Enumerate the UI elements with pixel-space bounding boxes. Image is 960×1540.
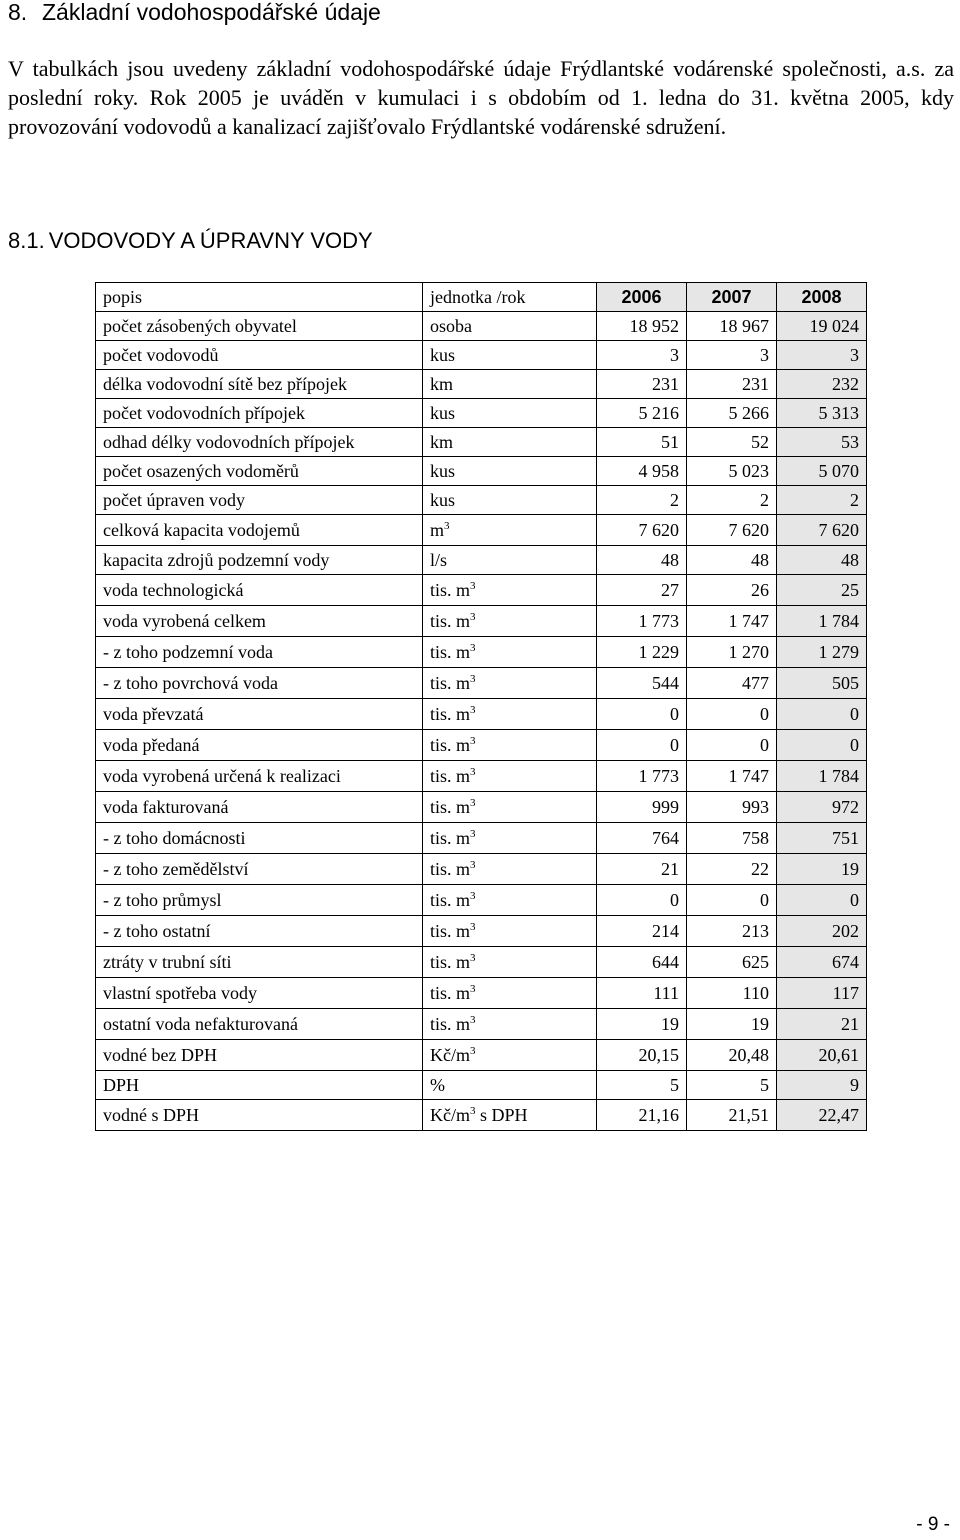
value-cell: 3	[687, 341, 777, 370]
unit-base: tis. m	[430, 921, 471, 941]
value-cell: 18 952	[597, 312, 687, 341]
unit-base: %	[430, 1075, 445, 1095]
row-label: voda fakturovaná	[96, 792, 423, 823]
table-row	[96, 916, 867, 947]
row-label: voda technologická	[96, 575, 423, 606]
row-label: počet zásobených obyvatel	[96, 312, 423, 341]
unit-base: l/s	[430, 550, 448, 570]
row-unit	[423, 637, 597, 668]
value-cell: 26	[687, 575, 777, 606]
value-cell: 758	[687, 823, 777, 854]
unit-base: kus	[430, 461, 456, 481]
section-title: Základní vodohospodářské údaje	[42, 0, 381, 25]
unit-exponent: 3	[470, 642, 476, 654]
value-cell: 0	[777, 885, 867, 916]
row-label: počet vodovodů	[96, 341, 423, 370]
value-cell: 21	[777, 1009, 867, 1040]
value-cell: 644	[597, 947, 687, 978]
row-label: - z toho průmysl	[96, 885, 423, 916]
unit-exponent: 3	[470, 828, 476, 840]
value-cell: 19 024	[777, 312, 867, 341]
row-label: počet úpraven vody	[96, 486, 423, 515]
value-cell: 3	[777, 341, 867, 370]
value-cell: 117	[777, 978, 867, 1009]
table-row	[96, 761, 867, 792]
unit-base: tis. m	[430, 797, 471, 817]
unit-exponent: 3	[444, 520, 450, 532]
value-cell: 1 784	[777, 606, 867, 637]
unit-base: tis. m	[430, 766, 471, 786]
unit-base: tis. m	[430, 859, 471, 879]
row-label: počet osazených vodoměrů	[96, 457, 423, 486]
row-label: ostatní voda nefakturovaná	[96, 1009, 423, 1040]
row-label: - z toho zemědělství	[96, 854, 423, 885]
table-row	[96, 606, 867, 637]
unit-base: kus	[430, 490, 456, 510]
table-row	[96, 1040, 867, 1071]
unit-base: km	[430, 432, 454, 452]
value-cell: 21	[597, 854, 687, 885]
row-unit	[423, 916, 597, 947]
header-year: 2007	[687, 283, 777, 312]
row-unit	[423, 1100, 597, 1131]
row-unit	[423, 486, 597, 515]
subsection-title: VODOVODY A ÚPRAVNY VODY	[48, 228, 373, 253]
row-unit	[423, 1040, 597, 1071]
value-cell: 214	[597, 916, 687, 947]
value-cell: 18 967	[687, 312, 777, 341]
value-cell: 3	[597, 341, 687, 370]
value-cell: 20,48	[687, 1040, 777, 1071]
value-cell: 27	[597, 575, 687, 606]
value-cell: 5 266	[687, 399, 777, 428]
row-label: vodné s DPH	[96, 1100, 423, 1131]
value-cell: 2	[687, 486, 777, 515]
subsection-number: 8.1.	[8, 228, 45, 253]
value-cell: 231	[597, 370, 687, 399]
subsection-heading	[8, 227, 373, 255]
unit-exponent: 3	[470, 859, 476, 871]
row-label: - z toho povrchová voda	[96, 668, 423, 699]
value-cell: 4 958	[597, 457, 687, 486]
value-cell: 0	[777, 730, 867, 761]
value-cell: 19	[597, 1009, 687, 1040]
value-cell: 21,51	[687, 1100, 777, 1131]
row-unit	[423, 699, 597, 730]
value-cell: 0	[777, 699, 867, 730]
table-row	[96, 575, 867, 606]
value-cell: 1 784	[777, 761, 867, 792]
unit-exponent: 3	[470, 611, 476, 623]
value-cell: 477	[687, 668, 777, 699]
unit-base: tis. m	[430, 735, 471, 755]
unit-base: tis. m	[430, 890, 471, 910]
row-label: ztráty v trubní síti	[96, 947, 423, 978]
row-label: počet vodovodních přípojek	[96, 399, 423, 428]
value-cell: 505	[777, 668, 867, 699]
value-cell: 1 279	[777, 637, 867, 668]
intro-paragraph: V tabulkách jsou uvedeny základní vodohospodářské údaje Frýdlantské vodárenské společnosti, a.s. za poslední roky. Rok 2005 je uváděn v kumulaci i s obdobím od 1. ledna do 31. května 2005, kdy provozování vodovodů a kanalizací zajišťovalo Frýdlantské vodárenské sdružení.	[8, 56, 954, 139]
unit-base: tis. m	[430, 673, 471, 693]
value-cell: 213	[687, 916, 777, 947]
row-unit	[423, 854, 597, 885]
value-cell: 25	[777, 575, 867, 606]
value-cell: 993	[687, 792, 777, 823]
unit-exponent: 3	[470, 921, 476, 933]
row-label: kapacita zdrojů podzemní vody	[96, 546, 423, 575]
row-unit	[423, 606, 597, 637]
table-row	[96, 792, 867, 823]
value-cell: 5 313	[777, 399, 867, 428]
table-row	[96, 399, 867, 428]
table-row	[96, 885, 867, 916]
table-row	[96, 637, 867, 668]
table-row	[96, 854, 867, 885]
unit-exponent: 3	[470, 890, 476, 902]
unit-exponent: 3	[470, 1014, 476, 1026]
value-cell: 5 023	[687, 457, 777, 486]
row-label: DPH	[96, 1071, 423, 1100]
table-row	[96, 823, 867, 854]
value-cell: 1 270	[687, 637, 777, 668]
unit-base: m	[430, 520, 445, 540]
value-cell: 544	[597, 668, 687, 699]
value-cell: 48	[597, 546, 687, 575]
unit-base: Kč/m	[430, 1045, 470, 1065]
value-cell: 19	[777, 854, 867, 885]
row-unit	[423, 1009, 597, 1040]
value-cell: 22,47	[777, 1100, 867, 1131]
row-label: voda vyrobená celkem	[96, 606, 423, 637]
row-label: voda vyrobená určená k realizaci	[96, 761, 423, 792]
row-unit	[423, 1071, 597, 1100]
table-row	[96, 457, 867, 486]
value-cell: 1 229	[597, 637, 687, 668]
unit-base: tis. m	[430, 611, 471, 631]
unit-base: kus	[430, 345, 456, 365]
unit-base: kus	[430, 403, 456, 423]
row-unit	[423, 341, 597, 370]
unit-exponent: 3	[470, 673, 476, 685]
value-cell: 5	[597, 1071, 687, 1100]
unit-exponent: 3	[470, 952, 476, 964]
table-row	[96, 668, 867, 699]
header-year: 2006	[597, 283, 687, 312]
value-cell: 9	[777, 1071, 867, 1100]
value-cell: 0	[687, 885, 777, 916]
unit-base: tis. m	[430, 642, 471, 662]
row-unit	[423, 457, 597, 486]
header-year: 2008	[777, 283, 867, 312]
table-header-row	[96, 283, 867, 312]
value-cell: 972	[777, 792, 867, 823]
table-row	[96, 699, 867, 730]
row-unit	[423, 312, 597, 341]
value-cell: 7 620	[597, 515, 687, 546]
table-row	[96, 1100, 867, 1131]
value-cell: 1 747	[687, 761, 777, 792]
row-unit	[423, 947, 597, 978]
row-label: vlastní spotřeba vody	[96, 978, 423, 1009]
unit-base: Kč/m	[430, 1105, 470, 1125]
section-heading	[8, 0, 381, 26]
value-cell: 53	[777, 428, 867, 457]
unit-base: tis. m	[430, 704, 471, 724]
value-cell: 231	[687, 370, 777, 399]
value-cell: 999	[597, 792, 687, 823]
value-cell: 0	[687, 730, 777, 761]
value-cell: 202	[777, 916, 867, 947]
value-cell: 21,16	[597, 1100, 687, 1131]
value-cell: 625	[687, 947, 777, 978]
row-label: voda převzatá	[96, 699, 423, 730]
header-unit: jednotka /rok	[423, 283, 597, 312]
page-number: - 9 -	[916, 1514, 950, 1535]
value-cell: 48	[687, 546, 777, 575]
row-unit	[423, 575, 597, 606]
value-cell: 1 747	[687, 606, 777, 637]
value-cell: 48	[777, 546, 867, 575]
table-body	[96, 312, 867, 1131]
section-number: 8.	[8, 0, 28, 25]
unit-base: km	[430, 374, 454, 394]
unit-base: tis. m	[430, 983, 471, 1003]
value-cell: 20,15	[597, 1040, 687, 1071]
value-cell: 1 773	[597, 606, 687, 637]
row-unit	[423, 428, 597, 457]
value-cell: 2	[777, 486, 867, 515]
row-label: celková kapacita vodojemů	[96, 515, 423, 546]
table-row	[96, 312, 867, 341]
value-cell: 674	[777, 947, 867, 978]
row-label: - z toho ostatní	[96, 916, 423, 947]
value-cell: 110	[687, 978, 777, 1009]
value-cell: 111	[597, 978, 687, 1009]
value-cell: 7 620	[687, 515, 777, 546]
row-label: voda předaná	[96, 730, 423, 761]
table-row	[96, 370, 867, 399]
unit-suffix: s DPH	[475, 1105, 528, 1125]
row-unit	[423, 399, 597, 428]
table-row	[96, 515, 867, 546]
unit-exponent: 3	[470, 983, 476, 995]
row-unit	[423, 515, 597, 546]
value-cell: 20,61	[777, 1040, 867, 1071]
row-unit	[423, 730, 597, 761]
unit-exponent: 3	[470, 766, 476, 778]
value-cell: 7 620	[777, 515, 867, 546]
row-unit	[423, 761, 597, 792]
row-unit	[423, 370, 597, 399]
table-row	[96, 546, 867, 575]
value-cell: 0	[687, 699, 777, 730]
value-cell: 232	[777, 370, 867, 399]
row-unit	[423, 885, 597, 916]
row-label: vodné bez DPH	[96, 1040, 423, 1071]
value-cell: 5 070	[777, 457, 867, 486]
unit-base: tis. m	[430, 828, 471, 848]
water-data-table	[95, 282, 867, 1131]
unit-base: tis. m	[430, 952, 471, 972]
value-cell: 1 773	[597, 761, 687, 792]
unit-exponent: 3	[470, 704, 476, 716]
unit-exponent: 3	[470, 1045, 476, 1057]
value-cell: 2	[597, 486, 687, 515]
table-row	[96, 341, 867, 370]
value-cell: 0	[597, 885, 687, 916]
row-label: odhad délky vodovodních přípojek	[96, 428, 423, 457]
row-unit	[423, 978, 597, 1009]
unit-base: tis. m	[430, 580, 471, 600]
row-label: délka vodovodní sítě bez přípojek	[96, 370, 423, 399]
row-unit	[423, 823, 597, 854]
value-cell: 5 216	[597, 399, 687, 428]
table-row	[96, 428, 867, 457]
value-cell: 52	[687, 428, 777, 457]
value-cell: 764	[597, 823, 687, 854]
value-cell: 5	[687, 1071, 777, 1100]
table-row	[96, 1009, 867, 1040]
row-label: - z toho domácnosti	[96, 823, 423, 854]
table-row	[96, 1071, 867, 1100]
value-cell: 0	[597, 699, 687, 730]
header-label: popis	[96, 283, 423, 312]
value-cell: 0	[597, 730, 687, 761]
value-cell: 51	[597, 428, 687, 457]
row-unit	[423, 792, 597, 823]
unit-base: osoba	[430, 316, 472, 336]
table-row	[96, 730, 867, 761]
value-cell: 751	[777, 823, 867, 854]
table-row	[96, 947, 867, 978]
table-row	[96, 978, 867, 1009]
value-cell: 22	[687, 854, 777, 885]
unit-base: tis. m	[430, 1014, 471, 1034]
unit-exponent: 3	[470, 1105, 476, 1117]
unit-exponent: 3	[470, 797, 476, 809]
unit-exponent: 3	[470, 580, 476, 592]
table-row	[96, 486, 867, 515]
value-cell: 19	[687, 1009, 777, 1040]
row-unit	[423, 546, 597, 575]
unit-exponent: 3	[470, 735, 476, 747]
row-unit	[423, 668, 597, 699]
row-label: - z toho podzemní voda	[96, 637, 423, 668]
